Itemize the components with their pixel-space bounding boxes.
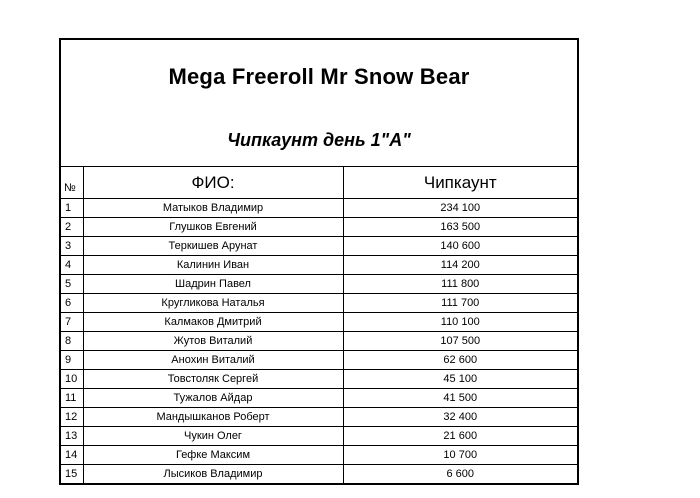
chip-count: 111 700: [343, 294, 577, 313]
row-number: 11: [61, 389, 83, 408]
row-number: 10: [61, 370, 83, 389]
table-row: [61, 256, 577, 275]
chipcount-sheet: [59, 38, 579, 485]
row-number: 7: [61, 313, 83, 332]
row-number: 15: [61, 465, 83, 484]
chip-count: 110 100: [343, 313, 577, 332]
table-row: [61, 275, 577, 294]
chip-count: 114 200: [343, 256, 577, 275]
chipcount-table: [61, 167, 577, 483]
header-chipcount: Чипкаунт: [343, 167, 577, 199]
chip-count: 21 600: [343, 427, 577, 446]
sheet-header: [61, 40, 577, 167]
player-name: Калмаков Дмитрий: [83, 313, 343, 332]
row-number: 1: [61, 199, 83, 218]
row-number: 2: [61, 218, 83, 237]
chip-count: 111 800: [343, 275, 577, 294]
table-row: [61, 199, 577, 218]
player-name: Товстоляк Сергей: [83, 370, 343, 389]
table-header-row: [61, 167, 577, 199]
chip-count: 234 100: [343, 199, 577, 218]
chip-count: 41 500: [343, 389, 577, 408]
player-name: Лысиков Владимир: [83, 465, 343, 484]
table-row: [61, 237, 577, 256]
player-name: Мандышканов Роберт: [83, 408, 343, 427]
row-number: 13: [61, 427, 83, 446]
player-name: Калинин Иван: [83, 256, 343, 275]
page-title: Mega Freeroll Mr Snow Bear: [168, 64, 470, 89]
table-row: [61, 465, 577, 484]
player-name: Кругликова Наталья: [83, 294, 343, 313]
player-name: Матыков Владимир: [83, 199, 343, 218]
table-row: [61, 370, 577, 389]
row-number: 5: [61, 275, 83, 294]
player-name: Шадрин Павел: [83, 275, 343, 294]
table-row: [61, 389, 577, 408]
row-number: 6: [61, 294, 83, 313]
player-name: Чукин Олег: [83, 427, 343, 446]
chip-count: 163 500: [343, 218, 577, 237]
player-name: Анохин Виталий: [83, 351, 343, 370]
row-number: 8: [61, 332, 83, 351]
player-name: Гефке Максим: [83, 446, 343, 465]
page-subtitle: Чипкаунт день 1"А": [227, 130, 411, 150]
player-name: Теркишев Арунат: [83, 237, 343, 256]
table-row: [61, 218, 577, 237]
player-name: Жутов Виталий: [83, 332, 343, 351]
table-row: [61, 446, 577, 465]
row-number: 3: [61, 237, 83, 256]
chip-count: 45 100: [343, 370, 577, 389]
player-name: Тужалов Айдар: [83, 389, 343, 408]
table-row: [61, 351, 577, 370]
row-number: 12: [61, 408, 83, 427]
chip-count: 62 600: [343, 351, 577, 370]
chip-count: 140 600: [343, 237, 577, 256]
chip-count: 107 500: [343, 332, 577, 351]
table-row: [61, 313, 577, 332]
chip-count: 10 700: [343, 446, 577, 465]
table-row: [61, 408, 577, 427]
header-number: №: [61, 167, 83, 199]
table-row: [61, 294, 577, 313]
player-name: Глушков Евгений: [83, 218, 343, 237]
row-number: 9: [61, 351, 83, 370]
chip-count: 32 400: [343, 408, 577, 427]
header-name: ФИО:: [83, 167, 343, 199]
row-number: 14: [61, 446, 83, 465]
table-row: [61, 332, 577, 351]
chip-count: 6 600: [343, 465, 577, 484]
table-row: [61, 427, 577, 446]
row-number: 4: [61, 256, 83, 275]
